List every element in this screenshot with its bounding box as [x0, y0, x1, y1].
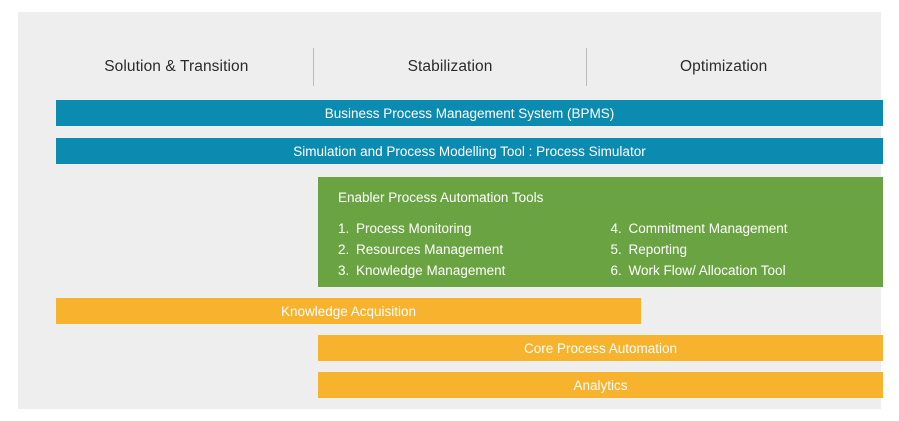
enabler-process-automation-block [318, 177, 883, 287]
bar-bpms: Business Process Management System (BPMS) [56, 100, 883, 126]
bar-analytics: Analytics [318, 372, 883, 398]
enabler-item-1 [338, 218, 593, 239]
enabler-item-4-label: Commitment Management [628, 221, 788, 236]
enabler-item-2-number: 2. [338, 242, 350, 257]
enabler-item-6-number: 6. [610, 263, 622, 278]
enabler-item-3-label: Knowledge Management [356, 263, 506, 278]
diagram-panel [18, 12, 881, 409]
enabler-item-1-label: Process Monitoring [356, 221, 472, 236]
enabler-item-5-number: 5. [610, 242, 622, 257]
enabler-item-2-label: Resources Management [356, 242, 504, 257]
bar-simulation-tool: Simulation and Process Modelling Tool : Process Simulator [56, 138, 883, 164]
enabler-item-3 [338, 260, 593, 281]
enabler-item-4 [611, 218, 866, 239]
enabler-item-1-number: 1. [338, 221, 350, 236]
phase-header-row [40, 38, 860, 96]
enabler-item-6-label: Work Flow/ Allocation Tool [628, 263, 786, 278]
enabler-item-4-number: 4. [610, 221, 622, 236]
enabler-item-6 [611, 260, 866, 281]
bar-knowledge-acquisition: Knowledge Acquisition [56, 298, 641, 324]
enabler-item-2 [338, 239, 593, 260]
phase-label-optimization: Optimization [680, 58, 768, 75]
enabler-column-right [611, 218, 866, 281]
phase-label-solution-transition: Solution & Transition [104, 58, 249, 75]
enabler-item-3-number: 3. [338, 263, 350, 278]
enabler-item-5-label: Reporting [628, 242, 688, 257]
bar-core-process-automation: Core Process Automation [318, 335, 883, 361]
phase-label-stabilization: Stabilization [407, 58, 493, 75]
enabler-item-5 [611, 239, 866, 260]
enabler-title: Enabler Process Automation Tools [338, 190, 544, 205]
enabler-column-left [338, 218, 593, 281]
enabler-columns [338, 218, 865, 281]
